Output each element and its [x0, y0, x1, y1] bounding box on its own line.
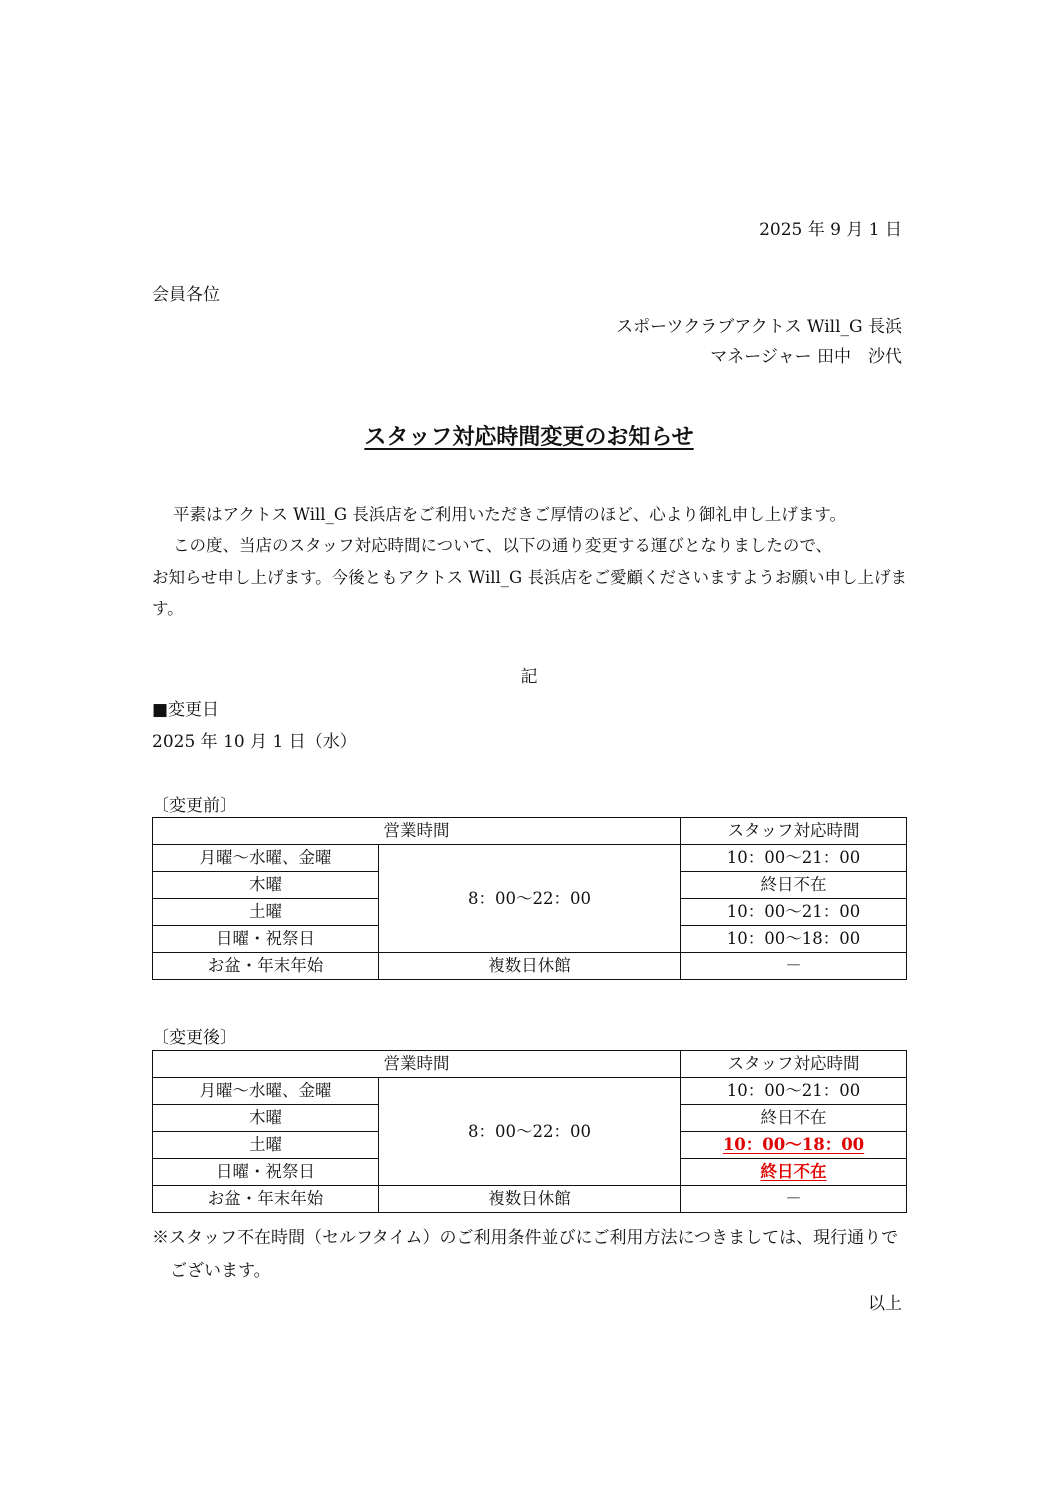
document-title: スタッフ対応時間変更のお知らせ [364, 425, 694, 450]
staff-hours-cell: － [681, 1186, 907, 1213]
change-date-value: 2025 年 10 月 1 日（水） [152, 732, 357, 752]
table-row [153, 953, 907, 980]
body-line-4: す。 [152, 599, 184, 618]
staff-hours-cell: － [681, 953, 907, 980]
before-table [152, 817, 907, 980]
header-staff-hours: スタッフ対応時間 [681, 1051, 907, 1078]
table-header-row [153, 1051, 907, 1078]
staff-hours-cell-changed [681, 1159, 907, 1186]
before-label: 〔変更前〕 [152, 796, 237, 816]
ki-mark: 記 [520, 667, 538, 687]
day-cell: 木曜 [153, 872, 379, 899]
header-business-hours: 営業時間 [153, 1051, 681, 1078]
header-business-hours: 営業時間 [153, 818, 681, 845]
business-hours-cell: 複数日休館 [379, 953, 681, 980]
staff-hours-cell: 10：00～18：00 [681, 926, 907, 953]
business-hours-cell: 8：00～22：00 [379, 1078, 681, 1186]
day-cell: 月曜～水曜、金曜 [153, 1078, 379, 1105]
staff-hours-cell: 10：00～21：00 [681, 845, 907, 872]
body-line-1: 平素はアクトス Will_G 長浜店をご利用いただきご厚情のほど、心より御礼申し上げます。 [173, 505, 846, 524]
day-cell: お盆・年末年始 [153, 953, 379, 980]
after-table [152, 1050, 907, 1213]
staff-hours-cell: 10：00～21：00 [681, 899, 907, 926]
changed-value: 終日不在 [760, 1162, 827, 1181]
staff-hours-cell: 終日不在 [681, 1105, 907, 1132]
body-line-3: お知らせ申し上げます。今後ともアクトス Will_G 長浜店をご愛顧くださいますようお願い申し上げま [152, 568, 907, 587]
day-cell: 日曜・祝祭日 [153, 1159, 379, 1186]
signer-name: マネージャー 田中 沙代 [710, 347, 902, 367]
table-row [153, 1186, 907, 1213]
after-label: 〔変更後〕 [152, 1028, 237, 1048]
business-hours-cell: 8：00～22：00 [379, 845, 681, 953]
note-line-1: ※スタッフ不在時間（セルフタイム）のご利用条件並びにご利用方法につきましては、現行通りで [152, 1228, 899, 1248]
day-cell: 月曜～水曜、金曜 [153, 845, 379, 872]
staff-hours-cell: 10：00～21：00 [681, 1078, 907, 1105]
staff-hours-cell: 終日不在 [681, 872, 907, 899]
day-cell: 日曜・祝祭日 [153, 926, 379, 953]
organization-name: スポーツクラブアクトス Will_G 長浜 [616, 317, 902, 337]
day-cell: お盆・年末年始 [153, 1186, 379, 1213]
day-cell: 木曜 [153, 1105, 379, 1132]
recipient: 会員各位 [152, 285, 220, 305]
document-date: 2025 年 9 月 1 日 [759, 220, 902, 240]
day-cell: 土曜 [153, 1132, 379, 1159]
body-line-2: この度、当店のスタッフ対応時間について、以下の通り変更する運びとなりましたので、 [173, 536, 833, 555]
business-hours-cell: 複数日休館 [379, 1186, 681, 1213]
change-date-label: ■変更日 [152, 700, 220, 720]
table-row [153, 1078, 907, 1105]
day-cell: 土曜 [153, 899, 379, 926]
header-staff-hours: スタッフ対応時間 [681, 818, 907, 845]
closing: 以上 [868, 1294, 902, 1314]
table-header-row [153, 818, 907, 845]
changed-value: 10：00～18：00 [722, 1135, 865, 1154]
staff-hours-cell-changed [681, 1132, 907, 1159]
note-line-2: ございます。 [170, 1261, 271, 1281]
table-row [153, 845, 907, 872]
